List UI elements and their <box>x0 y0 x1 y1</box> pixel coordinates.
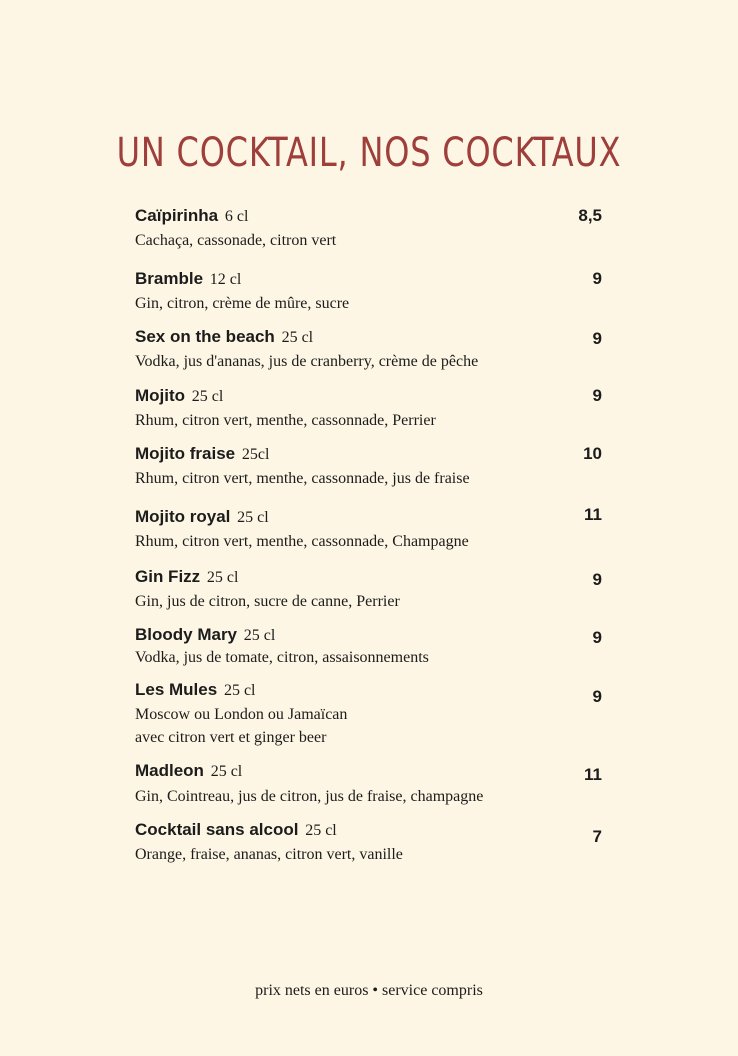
item-name: Madleon <box>135 761 204 780</box>
item-price: 11 <box>584 505 602 524</box>
item-description: avec citron vert et ginger beer <box>135 729 327 746</box>
item-description: Vodka, jus d'ananas, jus de cranberry, crème de pêche <box>135 353 479 370</box>
item-price: 7 <box>592 827 602 846</box>
item-description: Rhum, citron vert, menthe, cassonnade, Champagne <box>135 533 469 550</box>
item-description: Gin, Cointreau, jus de citron, jus de fraise, champagne <box>135 788 484 805</box>
item-price: 11 <box>584 765 602 784</box>
item-description: Vodka, jus de tomate, citron, assaisonnements <box>135 649 429 666</box>
item-description: Rhum, citron vert, menthe, cassonnade, Perrier <box>135 412 436 429</box>
item-name: Bloody Mary <box>135 625 238 644</box>
item-price: 9 <box>592 386 602 405</box>
item-price: 8,5 <box>578 206 602 225</box>
item-price: 9 <box>592 570 602 589</box>
menu-item-mojito-fraise <box>135 443 602 490</box>
menu-item-mojito <box>135 385 602 432</box>
item-price: 9 <box>592 628 602 647</box>
item-description: Gin, jus de citron, sucre de canne, Perrier <box>135 593 400 610</box>
item-volume: 25 cl <box>237 509 269 526</box>
menu-title: UN COCKTAIL, NOS COCKTAUX <box>116 130 622 176</box>
item-price: 9 <box>592 269 602 288</box>
item-name: Gin Fizz <box>135 567 201 586</box>
item-name: Sex on the beach <box>135 327 275 346</box>
menu-item-madleon <box>135 760 602 808</box>
item-volume: 25cl <box>241 446 270 463</box>
footer-note: prix nets en euros • service compris <box>255 982 483 999</box>
menu-item-bloody-mary <box>135 624 602 668</box>
item-name: Mojito <box>135 386 186 405</box>
item-description: Orange, fraise, ananas, citron vert, vanille <box>135 846 403 863</box>
item-name: Bramble <box>135 269 204 288</box>
menu-item-mojito-royal <box>135 506 602 553</box>
item-price: 10 <box>583 444 602 463</box>
item-volume: 25 cl <box>206 569 239 586</box>
item-name: Cocktail sans alcool <box>135 820 299 839</box>
item-price: 9 <box>592 329 602 348</box>
item-volume: 25 cl <box>191 388 224 405</box>
menu-item-gin-fizz <box>135 566 602 613</box>
menu-item-les-mules <box>135 679 602 749</box>
item-name: Mojito fraise <box>135 444 236 463</box>
item-price: 9 <box>592 687 602 706</box>
item-description: Moscow ou London ou Jamaïcan <box>135 706 348 723</box>
item-name: Mojito royal <box>135 507 231 526</box>
item-description: Cachaça, cassonade, citron vert <box>135 232 337 249</box>
item-name: Caïpirinha <box>135 206 219 225</box>
item-volume: 12 cl <box>209 271 242 288</box>
item-volume: 25 cl <box>281 329 314 346</box>
item-volume: 25 cl <box>305 822 337 839</box>
menu-item-caipirinha <box>135 205 602 252</box>
menu-item-bramble <box>135 268 602 315</box>
item-volume: 25 cl <box>223 682 256 699</box>
item-volume: 6 cl <box>224 208 249 225</box>
menu-item-cocktail-sans-alcool <box>135 819 602 866</box>
item-name: Les Mules <box>135 680 218 699</box>
menu-item-sex-on-the-beach <box>135 326 602 373</box>
item-description: Rhum, citron vert, menthe, cassonnade, jus de fraise <box>135 470 470 487</box>
item-volume: 25 cl <box>210 763 243 780</box>
item-description: Gin, citron, crème de mûre, sucre <box>135 295 350 312</box>
item-volume: 25 cl <box>243 627 276 644</box>
